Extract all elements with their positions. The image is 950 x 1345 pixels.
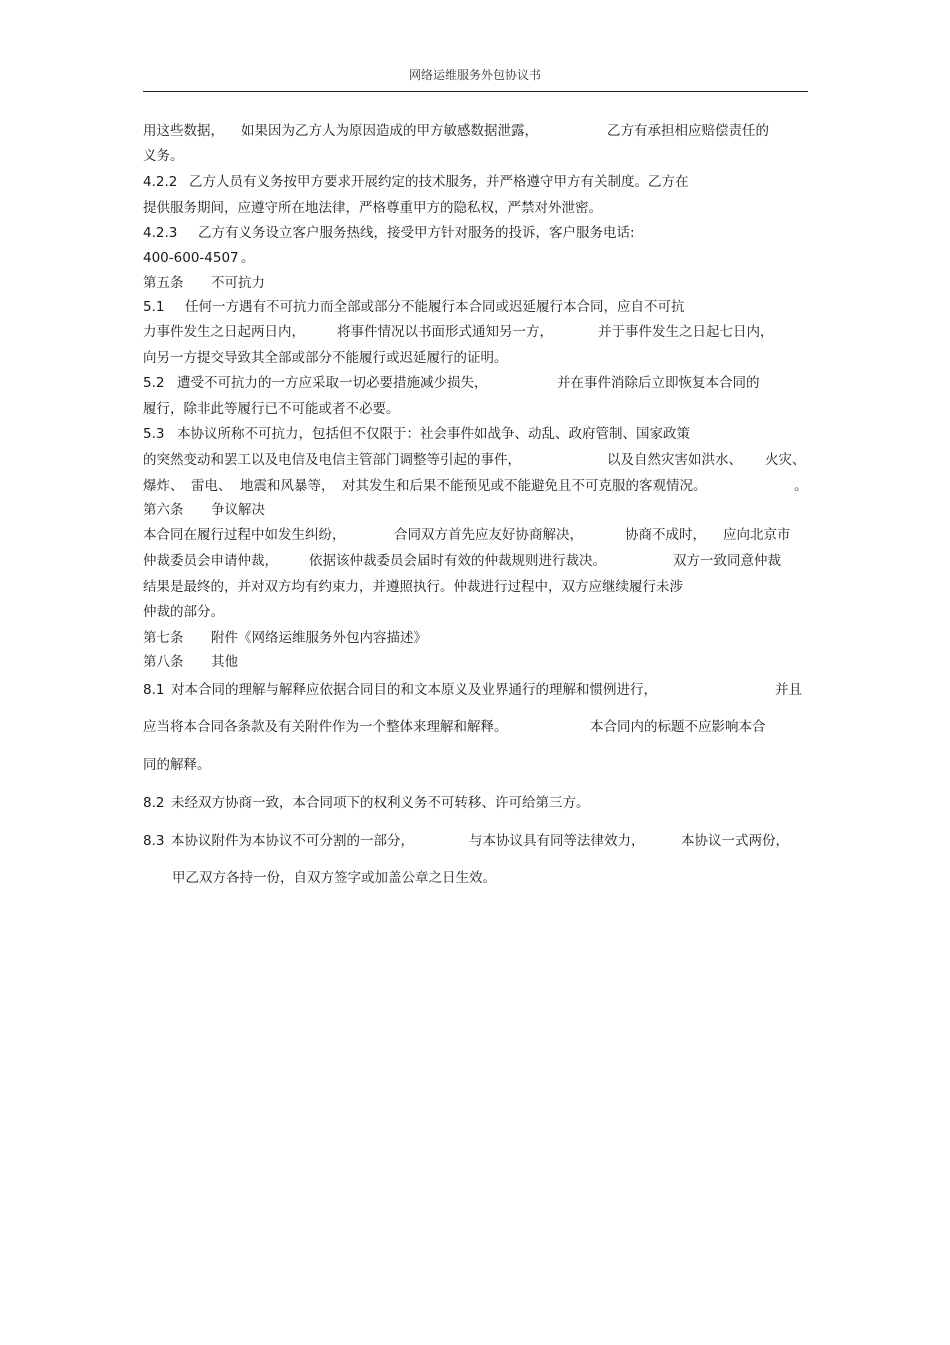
text-segment: 以及自然灾害如洪水、: [607, 452, 742, 468]
text-segment: 双方一致同意仲裁: [673, 553, 781, 569]
clause-number: 8.2: [143, 795, 165, 811]
clause-number: 8.3: [143, 833, 165, 849]
article-title: 不可抗力: [211, 275, 265, 291]
text-segment: 本合同在履行过程中如发生纠纷，: [143, 527, 346, 543]
text-segment: 仲裁的部分。: [143, 604, 224, 620]
text-segment: 应当将本合同各条款及有关附件作为一个整体来理解和解释。: [143, 719, 508, 735]
clause-number: 5.3: [143, 426, 165, 442]
text-segment: 乙方有承担相应赔偿责任的: [607, 123, 769, 139]
text-segment: 与本协议具有同等法律效力，: [469, 833, 645, 849]
text-segment: 雷电、: [191, 478, 232, 494]
text-segment: 同的解释。: [143, 757, 211, 773]
text-segment: 并且: [775, 682, 802, 698]
article-title: 附件《网络运维服务外包内容描述》: [211, 630, 427, 646]
text-segment: 未经双方协商一致，本合同项下的权利义务不可转移、许可给第三方。: [171, 795, 590, 811]
text-segment: 仲裁委员会申请仲裁，: [143, 553, 278, 569]
text-segment: 对其发生和后果不能预见或不能避免且不可克服的客观情况。: [342, 478, 707, 494]
text-segment: 提供服务期间，应遵守所在地法律，严格尊重甲方的隐私权，严禁对外泄密。: [143, 200, 602, 216]
clause-number: 4.2.2: [143, 174, 178, 190]
text-segment: 用这些数据，: [143, 123, 224, 139]
text-segment: 本协议附件为本协议不可分割的一部分，: [171, 833, 414, 849]
text-segment: 并于事件发生之日起七日内，: [598, 324, 774, 340]
text-segment: 地震和风暴等，: [240, 478, 335, 494]
text-segment: 将事件情况以书面形式通知另一方，: [337, 324, 553, 340]
article-title: 其他: [211, 654, 238, 670]
text-segment: 乙方人员有义务按甲方要求开展约定的技术服务，并严格遵守甲方有关制度。乙方在: [189, 174, 689, 190]
phone-number: 400-600-4507: [143, 250, 239, 266]
text-segment: 本协议所称不可抗力，包括但不仅限于：社会事件如战争、动乱、政府管制、国家政策: [177, 426, 690, 442]
text-segment: 任何一方遇有不可抗力而全部或部分不能履行本合同或迟延履行本合同，应自不可抗: [185, 299, 685, 315]
text-segment: 对本合同的理解与解释应依据合同目的和文本原义及业界通行的理解和惯例进行，: [171, 682, 657, 698]
text-segment: 结果是最终的，并对双方均有约束力，并遵照执行。仲裁进行过程中，双方应继续履行未涉: [143, 579, 683, 595]
text-segment: 的突然变动和罢工以及电信及电信主管部门调整等引起的事件，: [143, 452, 521, 468]
clause-number: 5.2: [143, 375, 165, 391]
text-segment: 力事件发生之日起两日内，: [143, 324, 305, 340]
header-divider: [143, 91, 808, 92]
text-segment: 并在事件消除后立即恢复本合同的: [557, 375, 760, 391]
text-segment: 履行，除非此等履行已不可能或者不必要。: [143, 401, 400, 417]
text-segment: 本合同内的标题不应影响本合: [590, 719, 766, 735]
article-number: 第五条: [143, 275, 184, 291]
text-segment: 合同双方首先应友好协商解决，: [394, 527, 583, 543]
text-segment: 本协议一式两份，: [681, 833, 789, 849]
text-segment: 火灾、: [765, 452, 806, 468]
clause-number: 5.1: [143, 299, 165, 315]
text-segment: 如果因为乙方人为原因造成的甲方敏感数据泄露，: [241, 123, 538, 139]
text-segment: 依据该仲裁委员会届时有效的仲裁规则进行裁决。: [309, 553, 606, 569]
text-segment: 向另一方提交导致其全部或部分不能履行或迟延履行的证明。: [143, 350, 508, 366]
article-number: 第七条: [143, 630, 184, 646]
article-title: 争议解决: [211, 502, 265, 518]
text-segment: 协商不成时，: [625, 527, 706, 543]
text-segment: 乙方有义务设立客户服务热线，接受甲方针对服务的投诉，客户服务电话:: [198, 225, 635, 241]
text-segment: 爆炸、: [143, 478, 184, 494]
text-segment: 。: [241, 250, 255, 266]
page-header-title: 网络运维服务外包协议书: [408, 68, 541, 82]
text-segment: 义务。: [143, 148, 184, 164]
article-number: 第六条: [143, 502, 184, 518]
text-segment: 遭受不可抗力的一方应采取一切必要措施减少损失，: [177, 375, 488, 391]
text-segment: 甲乙双方各持一份，自双方签字或加盖公章之日生效。: [172, 870, 496, 886]
text-segment: 。: [794, 478, 808, 494]
clause-number: 8.1: [143, 682, 165, 698]
clause-number: 4.2.3: [143, 225, 178, 241]
article-number: 第八条: [143, 654, 184, 670]
text-segment: 应向北京市: [723, 527, 791, 543]
